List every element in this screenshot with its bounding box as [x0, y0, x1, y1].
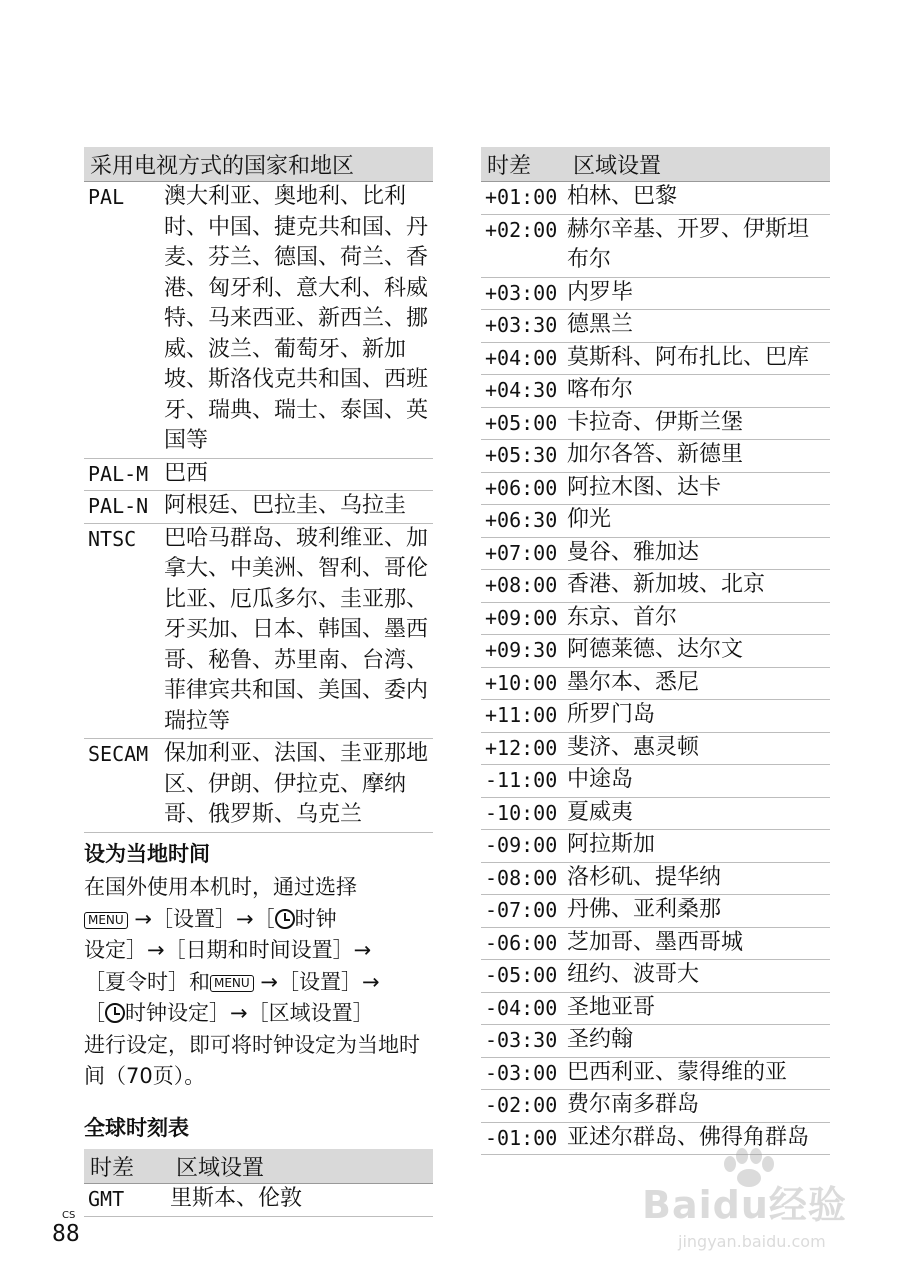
- menu-button-icon: MENU: [84, 912, 128, 929]
- time-zone-row-key: GMT: [84, 1184, 170, 1217]
- tv-table-row-value: 巴哈马群岛、玻利维亚、加拿大、中美洲、智利、哥伦比亚、厄瓜多尔、圭亚那、牙买加、日本、韩国、墨西哥、秘鲁、苏里南、台湾、菲律宾共和国、美国、委内瑞拉等: [164, 523, 433, 739]
- time-zone-row: [481, 667, 830, 700]
- time-zone-row: [84, 1184, 433, 1217]
- time-zone-row: [481, 1025, 830, 1058]
- time-zone-row-key: -11:00: [481, 765, 567, 798]
- time-zone-row: [481, 277, 830, 310]
- time-zone-row: [481, 927, 830, 960]
- time-zone-row-key: +02:00: [481, 214, 567, 277]
- instruction-line1: 在国外使用本机时，通过选择: [84, 875, 357, 899]
- time-zone-row: [481, 797, 830, 830]
- time-zone-row: [481, 505, 830, 538]
- time-zone-row-key: -02:00: [481, 1090, 567, 1123]
- time-zone-row-key: +01:00: [481, 182, 567, 215]
- dst-setting-text: ［夏令时］: [84, 969, 189, 994]
- watermark-url: jingyan.baidu.com: [678, 1232, 826, 1251]
- time-zone-row-value: 柏林、巴黎: [567, 182, 830, 215]
- time-zone-row: [481, 960, 830, 993]
- tv-table-row-value: 巴西: [164, 458, 433, 491]
- instruction-end: 进行设定，即可将时钟设定为当地时间（70页）。: [84, 1032, 420, 1088]
- world-clock-header-row: [84, 1149, 433, 1184]
- time-zone-row-key: +09:00: [481, 602, 567, 635]
- time-zone-row: [481, 992, 830, 1025]
- world-clock-header-row: [481, 147, 830, 182]
- header-region: 区域设置: [567, 147, 830, 182]
- time-zone-row-value: 德黑兰: [567, 310, 830, 343]
- time-zone-row-key: +03:00: [481, 277, 567, 310]
- time-zone-row: [481, 765, 830, 798]
- time-zone-row-value: 香港、新加坡、北京: [567, 570, 830, 603]
- arrow-icon: →: [236, 906, 254, 931]
- time-zone-row: [481, 342, 830, 375]
- bracket-open: ［: [84, 1001, 105, 1025]
- arrow-icon: →: [134, 906, 152, 931]
- time-zone-row-key: +05:30: [481, 440, 567, 473]
- arrow-icon: →: [260, 969, 278, 994]
- time-zone-row-value: 卡拉奇、伊斯兰堡: [567, 407, 830, 440]
- clock-setting-text-b: 设定］: [84, 938, 147, 962]
- time-zone-row-key: +04:00: [481, 342, 567, 375]
- time-zone-row: [481, 635, 830, 668]
- time-zone-row-key: +07:00: [481, 537, 567, 570]
- tv-table-body: [84, 182, 433, 833]
- bracket-open: ［: [253, 906, 275, 931]
- world-clock-table-left: [84, 1149, 433, 1217]
- time-zone-row-key: -08:00: [481, 862, 567, 895]
- time-zone-row-value: 阿拉斯加: [567, 830, 830, 863]
- time-zone-row-value: 斐济、惠灵顿: [567, 732, 830, 765]
- time-zone-row: [481, 1057, 830, 1090]
- page-number: 88: [52, 1221, 80, 1247]
- time-zone-row: [481, 472, 830, 505]
- time-zone-row-value: 里斯本、伦敦: [170, 1184, 433, 1217]
- time-zone-row: [481, 1090, 830, 1123]
- world-clock-table-right: [481, 147, 830, 1155]
- time-zone-row-value: 丹佛、亚利桑那: [567, 895, 830, 928]
- tv-table-row-value: 澳大利亚、奥地利、比利时、中国、捷克共和国、丹麦、芬兰、德国、荷兰、香港、匈牙利、意大利、科威特、马来西亚、新西兰、挪威、波兰、葡萄牙、新加坡、斯洛伐克共和国、西班牙、瑞典、瑞士、泰国、英国等: [164, 182, 433, 459]
- time-zone-row-key: -07:00: [481, 895, 567, 928]
- time-zone-row-key: +06:30: [481, 505, 567, 538]
- header-region: 区域设置: [170, 1149, 433, 1184]
- date-time-setting-text: ［日期和时间设置］: [164, 938, 354, 962]
- world-clock-right-body: [481, 182, 830, 1155]
- time-zone-row: [481, 700, 830, 733]
- time-zone-row-key: +10:00: [481, 667, 567, 700]
- time-zone-row-value: 圣地亚哥: [567, 992, 830, 1025]
- time-zone-row-value: 中途岛: [567, 765, 830, 798]
- arrow-icon: →: [362, 969, 380, 994]
- region-setting-text: ［区域设置］: [247, 1001, 374, 1025]
- world-clock-left-body: [84, 1184, 433, 1217]
- baidu-watermark: [640, 1148, 880, 1268]
- clock-setting-text-a: 时钟: [294, 906, 337, 931]
- time-zone-row-key: -01:00: [481, 1122, 567, 1155]
- tv-table-row: [84, 458, 433, 491]
- tv-table-header: 采用电视方式的国家和地区: [84, 147, 433, 182]
- time-zone-row: [481, 830, 830, 863]
- time-zone-row-key: -06:00: [481, 927, 567, 960]
- time-zone-row-value: 夏威夷: [567, 797, 830, 830]
- time-zone-row-value: 所罗门岛: [567, 700, 830, 733]
- time-zone-row-key: +05:00: [481, 407, 567, 440]
- time-zone-row-value: 墨尔本、悉尼: [567, 667, 830, 700]
- time-zone-row-value: 洛杉矶、提华纳: [567, 862, 830, 895]
- time-zone-row-value: 内罗毕: [567, 277, 830, 310]
- arrow-icon: →: [353, 938, 372, 962]
- time-zone-row-key: -04:00: [481, 992, 567, 1025]
- menu-button-icon: MENU: [210, 975, 254, 992]
- language-code: CS: [62, 1210, 76, 1221]
- tv-table-row-key: PAL-M: [84, 458, 164, 491]
- time-zone-row-value: 芝加哥、墨西哥城: [567, 927, 830, 960]
- time-zone-row-value: 纽约、波哥大: [567, 960, 830, 993]
- local-time-heading: 设为当地时间: [84, 842, 210, 866]
- and-text: 和: [189, 969, 210, 994]
- time-zone-row-value: 巴西利亚、蒙得维的亚: [567, 1057, 830, 1090]
- time-zone-row: [481, 732, 830, 765]
- time-zone-row-key: +09:30: [481, 635, 567, 668]
- clock-setting-full-text: 时钟设定］: [125, 1001, 230, 1025]
- watermark-brand: Baidu经验: [642, 1183, 847, 1227]
- time-zone-row-key: +11:00: [481, 700, 567, 733]
- time-zone-row: [481, 602, 830, 635]
- time-zone-row-value: 加尔各答、新德里: [567, 440, 830, 473]
- time-zone-row-value: 东京、首尔: [567, 602, 830, 635]
- tv-table-row-value: 阿根廷、巴拉圭、乌拉圭: [164, 491, 433, 524]
- tv-table-row: [84, 523, 433, 739]
- time-zone-row-value: 亚述尔群岛、佛得角群岛: [567, 1122, 830, 1155]
- time-zone-row-key: +08:00: [481, 570, 567, 603]
- tv-table-row-key: NTSC: [84, 523, 164, 739]
- time-zone-row-value: 赫尔辛基、开罗、伊斯坦布尔: [567, 214, 830, 277]
- header-offset: 时差: [481, 147, 567, 182]
- time-zone-row-key: -03:30: [481, 1025, 567, 1058]
- time-zone-row-value: 仰光: [567, 505, 830, 538]
- time-zone-row: [481, 375, 830, 408]
- time-zone-row-key: +04:30: [481, 375, 567, 408]
- header-offset: 时差: [84, 1149, 170, 1184]
- arrow-icon: →: [147, 938, 165, 962]
- time-zone-row-key: +12:00: [481, 732, 567, 765]
- time-zone-row-value: 费尔南多群岛: [567, 1090, 830, 1123]
- tv-table-header-row: [84, 147, 433, 182]
- tv-table-row: [84, 491, 433, 524]
- tv-system-table: [84, 147, 433, 833]
- time-zone-row-key: -10:00: [481, 797, 567, 830]
- time-zone-row-value: 喀布尔: [567, 375, 830, 408]
- time-zone-row-key: +03:30: [481, 310, 567, 343]
- time-zone-row-key: -05:00: [481, 960, 567, 993]
- tv-table-row-key: PAL: [84, 182, 164, 459]
- time-zone-row: [481, 895, 830, 928]
- time-zone-row-value: 阿拉木图、达卡: [567, 472, 830, 505]
- arrow-icon: →: [230, 1001, 248, 1025]
- tv-table-row-value: 保加利亚、法国、圭亚那地区、伊朗、伊拉克、摩纳哥、俄罗斯、乌克兰: [164, 739, 433, 833]
- tv-table-row-key: PAL-N: [84, 491, 164, 524]
- time-zone-row-value: 曼谷、雅加达: [567, 537, 830, 570]
- local-time-instructions: [84, 872, 436, 1093]
- time-zone-row: [481, 214, 830, 277]
- tv-table-row: [84, 739, 433, 833]
- time-zone-row-key: -09:00: [481, 830, 567, 863]
- time-zone-row: [481, 862, 830, 895]
- world-clock-heading: 全球时刻表: [84, 1116, 189, 1140]
- tv-table-row: [84, 182, 433, 459]
- time-zone-row: [481, 537, 830, 570]
- time-zone-row-key: -03:00: [481, 1057, 567, 1090]
- time-zone-row-key: +06:00: [481, 472, 567, 505]
- tv-table-row-key: SECAM: [84, 739, 164, 833]
- time-zone-row: [481, 570, 830, 603]
- clock-icon: [105, 1003, 125, 1023]
- time-zone-row: [481, 440, 830, 473]
- clock-icon: [275, 909, 295, 929]
- time-zone-row-value: 圣约翰: [567, 1025, 830, 1058]
- settings-menu-text: ［设置］: [152, 906, 236, 931]
- settings-menu-text: ［设置］: [278, 969, 362, 994]
- time-zone-row-value: 阿德莱德、达尔文: [567, 635, 830, 668]
- time-zone-row: [481, 407, 830, 440]
- time-zone-row-value: 莫斯科、阿布扎比、巴库: [567, 342, 830, 375]
- time-zone-row: [481, 182, 830, 215]
- time-zone-row: [481, 310, 830, 343]
